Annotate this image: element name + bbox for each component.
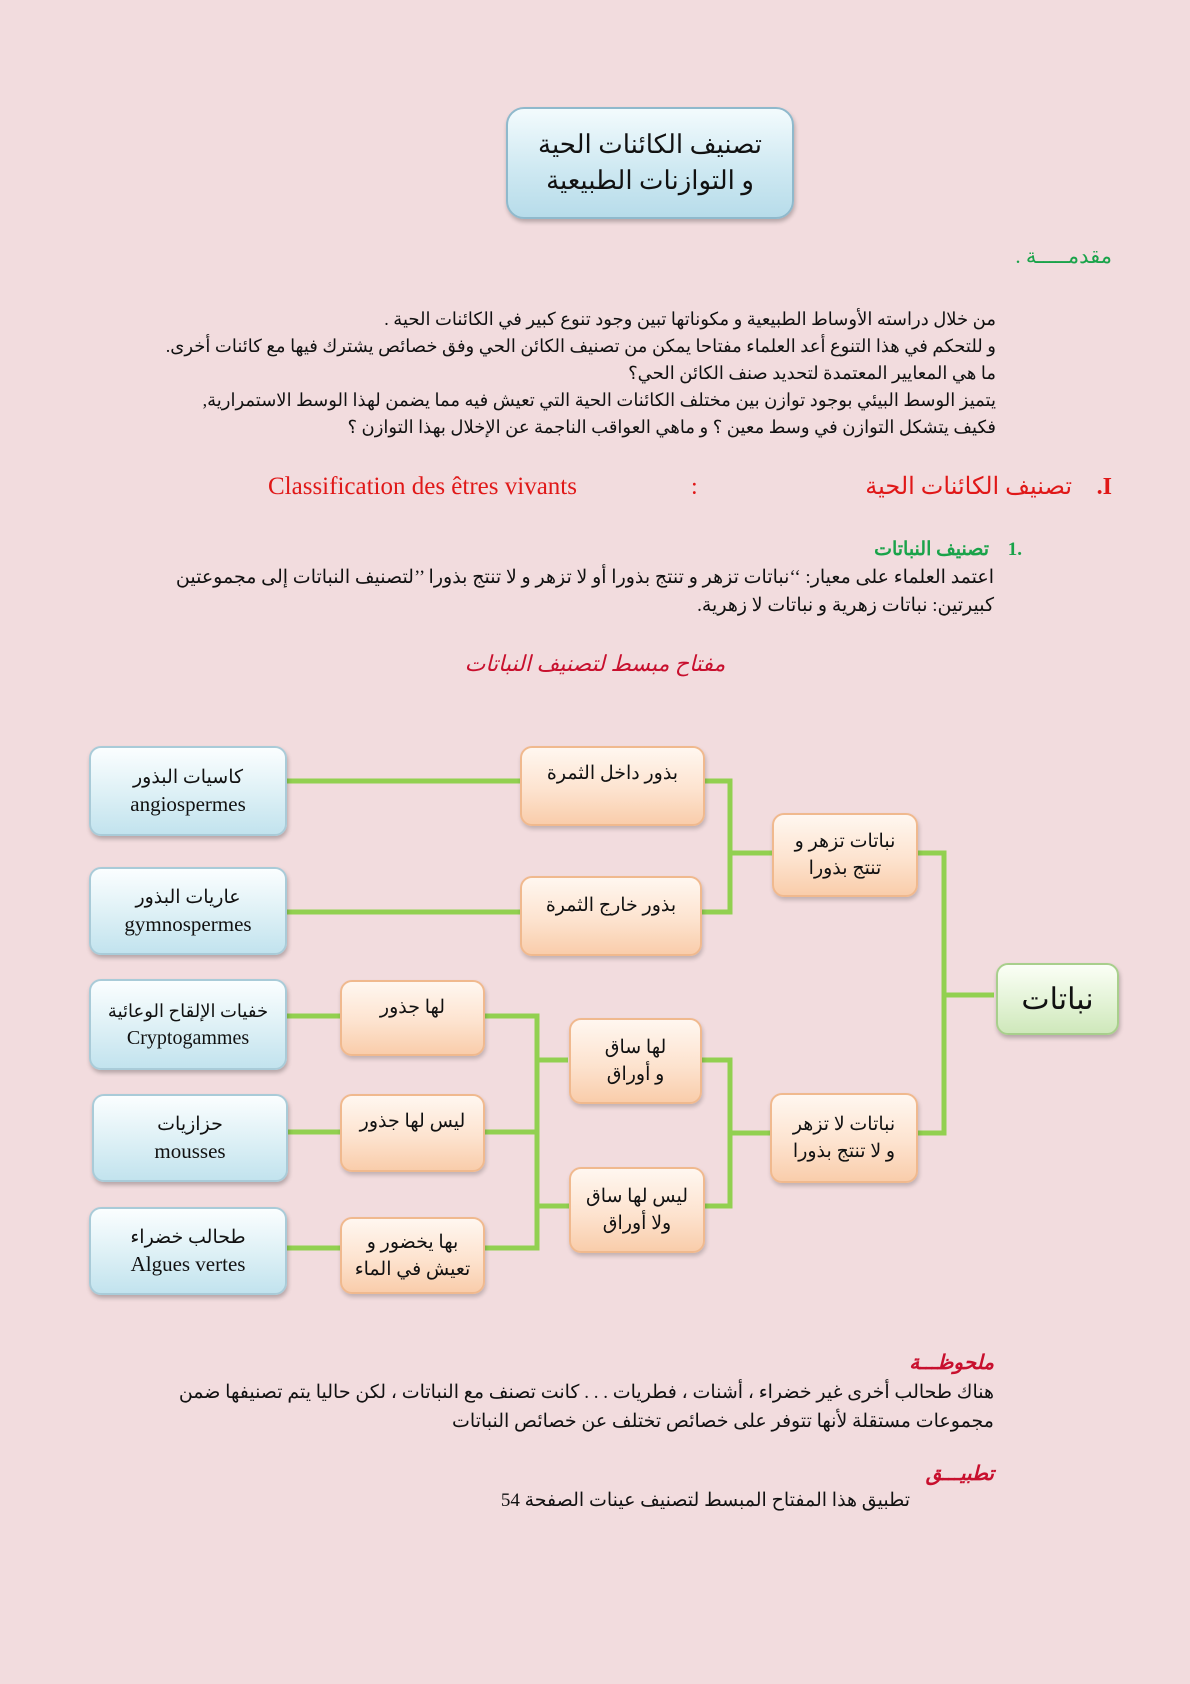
criterion-line: اعتمد العلماء على معيار: ‘‘نباتات تزهر و تنتج بذورا أو لا تزهر و لا تنتج بذورا ’’لتصنيف النباتات إلى مجموعتين <box>175 567 994 588</box>
stem-leaves-node <box>569 1018 702 1104</box>
page-title <box>506 107 794 219</box>
no-stem-leaves-label-1: ليس لها ساق <box>585 1186 689 1207</box>
subsection-number: .1 <box>1007 539 1022 560</box>
has-roots-node <box>340 980 485 1056</box>
taxon-mosses <box>92 1094 288 1182</box>
seeds-inside-node <box>520 746 705 826</box>
criterion-line: كبيرتين: نباتات زهرية و نباتات لا زهرية. <box>697 595 994 616</box>
taxon-green-algae <box>89 1207 287 1295</box>
taxon-gymnosperms <box>89 867 287 955</box>
no-stem-leaves-node <box>569 1167 705 1253</box>
connector-nonflowering-bracket <box>701 1060 730 1206</box>
stem-leaves-label-2: و أوراق <box>606 1064 665 1085</box>
taxon-cryptogams-ar: خفيات الإلقاح الوعائية <box>107 1000 269 1021</box>
connector-nostem <box>537 1132 569 1206</box>
chlorophyll-label-1: بها يخضور و <box>366 1231 459 1253</box>
taxon-mosses-fr: mousses <box>154 1139 226 1163</box>
intro-heading: مقدمـــــة . <box>1015 244 1112 268</box>
section-colon: : <box>691 474 698 500</box>
taxon-green-algae-fr: Algues vertes <box>130 1252 246 1276</box>
no-roots-label: ليس لها جذور <box>359 1111 466 1132</box>
taxon-angiosperms-ar: كاسيات البذور <box>132 767 244 788</box>
taxon-gymnosperms-ar: عاريات البذور <box>135 887 241 908</box>
intro-line: من خلال دراسته الأوساط الطبيعية و مكوناتها تبين وجود تنوع كبير في الكائنات الحية . <box>384 309 996 329</box>
note-line: هناك طحالب أخرى غير خضراء ، أشنات ، فطريات . . . كانت تصنف مع النباتات ، لكن حاليا يتم تصنيفها ضمن <box>178 1382 994 1403</box>
criterion-text <box>110 564 994 620</box>
taxon-angiosperms-fr: angiospermes <box>130 792 246 816</box>
chlorophyll-label-2: تعيش في الماء <box>354 1258 471 1280</box>
has-roots-label: لها جذور <box>379 997 446 1018</box>
root-node <box>996 963 1119 1035</box>
key-title: مفتاح مبسط لتصنيف النباتات <box>464 651 726 676</box>
stem-leaves-label-1: لها ساق <box>604 1037 667 1058</box>
section-heading <box>180 472 1112 508</box>
note-line: مجموعات مستقلة لأنها تتوفر على خصائص تختلف عن خصائص النباتات <box>452 1411 994 1432</box>
flowering-node <box>772 813 918 897</box>
nonflowering-label-1: نباتات لا تزهر <box>792 1114 896 1135</box>
subsection-title: تصنيف النباتات <box>874 539 989 560</box>
intro-line: و للتحكم في هذا التنوع أعد العلماء مفتاحا يمكن من تصنيف الكائن الحي وفق خصائص يشترك فيها مع كائنات أخرى. <box>165 336 996 356</box>
taxon-green-algae-ar: طحالب خضراء <box>130 1227 246 1248</box>
no-stem-leaves-label-2: ولا أوراق <box>602 1213 672 1234</box>
title-line-1: تصنيف الكائنات الحية <box>538 130 763 159</box>
note-heading: ملحوظـــة <box>909 1352 994 1374</box>
chlorophyll-node <box>340 1217 485 1294</box>
note-text <box>130 1378 994 1436</box>
root-label: نباتات <box>1021 982 1094 1016</box>
taxon-gymnosperms-fr: gymnospermes <box>124 912 252 936</box>
connector-chloro <box>483 1206 537 1248</box>
section-title-fr: Classification des êtres vivants <box>268 473 577 500</box>
title-line-2: و التوازنات الطبيعية <box>546 166 754 195</box>
nonflowering-label-2: و لا تنتج بذورا <box>792 1141 896 1162</box>
intro-line: يتميز الوسط البيئي بوجود توازن بين مختلف الكائنات الحية التي تعيش فيه مما يضمن لهذا الوسط الاستمرارية, <box>202 390 996 410</box>
seeds-outside-node <box>520 876 702 956</box>
flowering-label-1: نباتات تزهر و <box>794 831 896 852</box>
connector-stem-bracket <box>483 1016 537 1132</box>
taxon-mosses-ar: حزازيات <box>157 1114 223 1135</box>
application-text: تطبيق هذا المفتاح المبسط لتصنيف عينات الصفحة 54 <box>500 1490 910 1511</box>
taxon-angiosperms <box>89 746 287 836</box>
taxon-cryptogams <box>89 979 287 1070</box>
flowering-label-2: تنتج بذورا <box>808 858 882 879</box>
application-heading: تطبيـــق <box>925 1463 994 1485</box>
intro-line: فكيف يتشكل التوازن في وسط معين ؟ و ماهي العواقب الناجمة عن الإخلال بهذا التوازن ؟ <box>347 417 996 437</box>
subsection-heading <box>874 538 1022 561</box>
nonflowering-node <box>770 1093 918 1183</box>
section-title-ar: تصنيف الكائنات الحية <box>865 474 1072 500</box>
seeds-outside-label: بذور خارج الثمرة <box>545 895 677 916</box>
section-number: .I <box>1096 474 1112 500</box>
taxon-cryptogams-fr: Cryptogammes <box>126 1026 250 1049</box>
intro-line: ما هي المعايير المعتمدة لتحديد صنف الكائن الحي؟ <box>628 363 996 383</box>
intro-text <box>96 306 996 441</box>
no-roots-node <box>340 1094 485 1172</box>
seeds-inside-label: بذور داخل الثمرة <box>546 763 679 784</box>
connector-root-bracket <box>917 853 944 1133</box>
